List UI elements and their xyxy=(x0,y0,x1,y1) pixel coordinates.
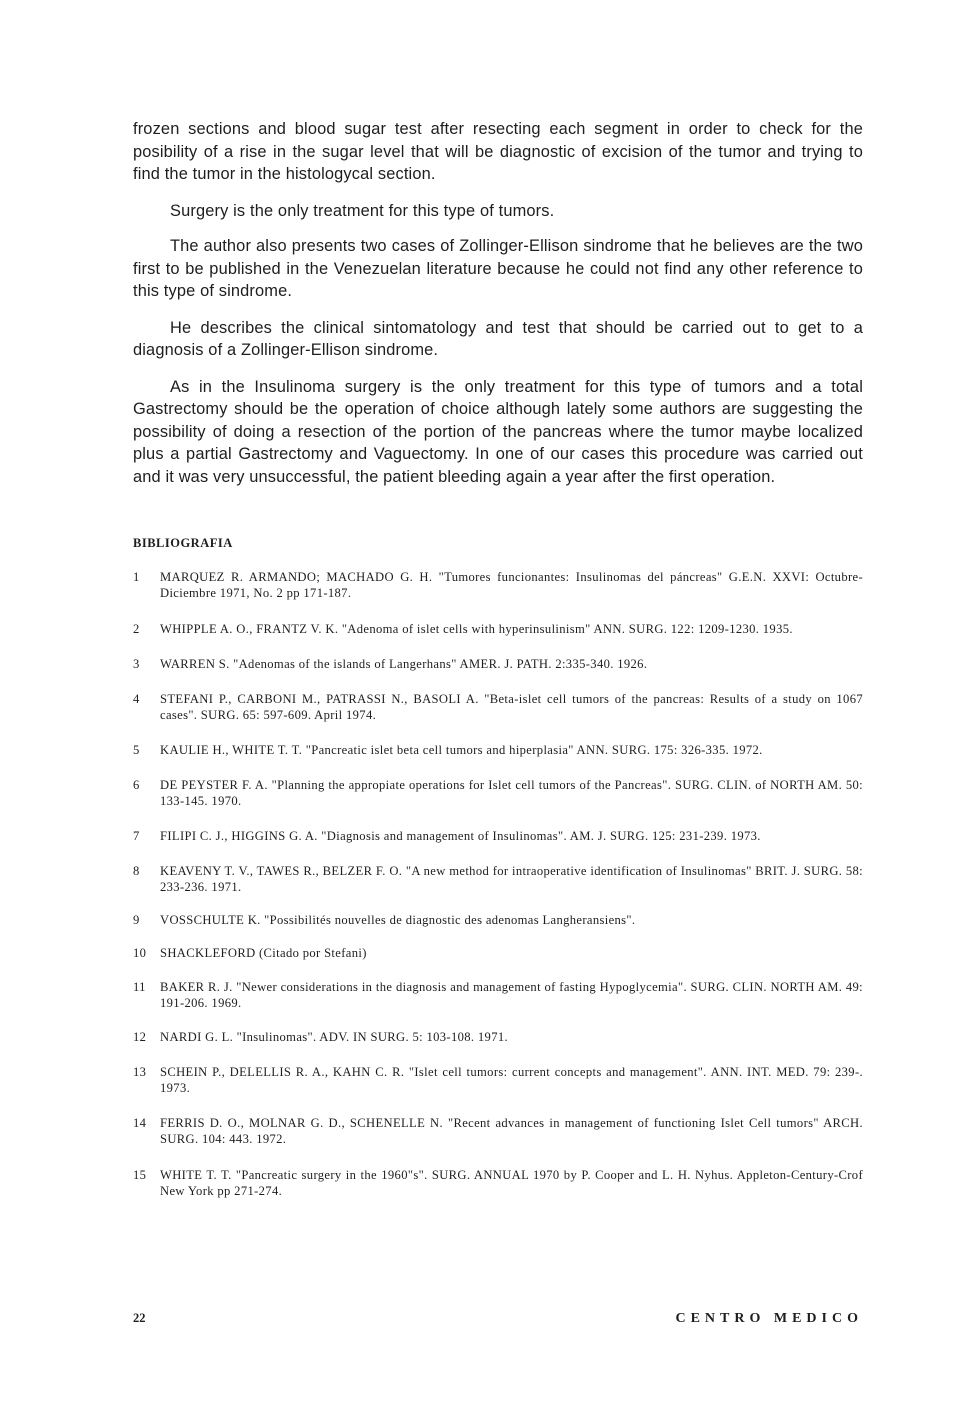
reference-item xyxy=(133,777,863,809)
reference-item xyxy=(133,979,863,1011)
reference-text: NARDI G. L. "Insulinomas". ADV. IN SURG. 5: 103-108. 1971. xyxy=(160,1030,508,1044)
body-paragraph-5: As in the Insulinoma surgery is the only treatment for this type of tumors and a total Gastrectomy should be the operation of choice although lately some authors are suggesting the possibility of doing a resection of the portion of the pancreas where the tumor maybe localized plus a partial Gastrectomy and Vaguectomy. In one of our cases this procedure was carried out and it was very unsuccessful, the patient bleeding again a year after the first operation. xyxy=(133,377,863,486)
reference-number: 3 xyxy=(133,657,140,671)
reference-number: 8 xyxy=(133,864,140,878)
reference-item xyxy=(133,945,863,961)
reference-item xyxy=(133,1167,863,1199)
reference-item xyxy=(133,656,863,672)
reference-list xyxy=(133,569,863,1199)
reference-item xyxy=(133,569,863,601)
reference-item xyxy=(133,691,863,723)
reference-number: 10 xyxy=(133,946,147,960)
reference-text: SHACKLEFORD (Citado por Stefani) xyxy=(160,946,367,960)
reference-text: KEAVENY T. V., TAWES R., BELZER F. O. "A new method for intraoperative identification of Insulinomas" BRIT. J. SURG. 58: 233-236. 1971. xyxy=(160,864,863,894)
reference-number: 7 xyxy=(133,829,140,843)
reference-number: 5 xyxy=(133,743,140,757)
reference-item xyxy=(133,1115,863,1147)
reference-text: WHITE T. T. "Pancreatic surgery in the 1960"s". SURG. ANNUAL 1970 by P. Cooper and L. H. Nyhus. Appleton-Century-Crof New York pp 271-274. xyxy=(160,1168,863,1198)
page-number: 22 xyxy=(133,1311,146,1325)
reference-number: 2 xyxy=(133,622,140,636)
reference-text: BAKER R. J. "Newer considerations in the diagnosis and management of fasting Hypoglycemia". SURG. CLIN. NORTH AM. 49: 191-206. 1969. xyxy=(160,980,863,1010)
reference-text: DE PEYSTER F. A. "Planning the appropiate operations for Islet cell tumors of the Pancreas". SURG. CLIN. of NORTH AM. 50: 133-145. 1970. xyxy=(160,778,863,808)
reference-text: WARREN S. "Adenomas of the islands of Langerhans" AMER. J. PATH. 2:335-340. 1926. xyxy=(160,657,648,671)
reference-item xyxy=(133,863,863,895)
journal-name: CENTRO MEDICO xyxy=(675,1311,863,1326)
reference-item xyxy=(133,621,863,637)
bibliography-heading: BIBLIOGRAFIA xyxy=(133,536,233,550)
reference-text: VOSSCHULTE K. "Possibilités nouvelles de diagnostic des adenomas Langheransiens". xyxy=(160,913,636,927)
reference-item xyxy=(133,1064,863,1096)
reference-text: FILIPI C. J., HIGGINS G. A. "Diagnosis and management of Insulinomas". AM. J. SURG. 125: 231-239. 1973. xyxy=(160,829,761,843)
reference-text: SCHEIN P., DELELLIS R. A., KAHN C. R. "Islet cell tumors: current concepts and management". ANN. INT. MED. 79: 239-. 1973. xyxy=(160,1065,863,1095)
page-content xyxy=(133,118,863,1199)
reference-number: 4 xyxy=(133,692,140,706)
body-paragraph-1: frozen sections and blood sugar test after resecting each segment in order to check for the posibility of a rise in the sugar level that will be diagnostic of excision of the tumor and trying to find the tumor in the histologycal section. xyxy=(133,120,863,183)
body-paragraph-3: The author also presents two cases of Zollinger-Ellison sindrome that he believes are the two first to be published in the Venezuelan literature because he could not find any other reference to this type of sindrome. xyxy=(133,237,863,300)
reference-number: 13 xyxy=(133,1065,147,1079)
page-footer xyxy=(133,1311,863,1327)
reference-item xyxy=(133,742,863,758)
reference-text: WHIPPLE A. O., FRANTZ V. K. "Adenoma of islet cells with hyperinsulinism" ANN. SURG. 122: 1209-1230. 1935. xyxy=(160,622,793,636)
reference-number: 14 xyxy=(133,1116,147,1130)
reference-number: 15 xyxy=(133,1168,147,1182)
reference-text: KAULIE H., WHITE T. T. "Pancreatic islet beta cell tumors and hiperplasia" ANN. SURG. 175: 326-335. 1972. xyxy=(160,743,763,757)
reference-number: 6 xyxy=(133,778,140,792)
reference-text: MARQUEZ R. ARMANDO; MACHADO G. H. "Tumores funcionantes: Insulinomas del páncreas" G.E.N. XXVI: Octubre-Diciembre 1971, No. 2 pp 171-187. xyxy=(160,570,863,600)
reference-number: 1 xyxy=(133,570,140,584)
reference-number: 12 xyxy=(133,1030,147,1044)
reference-number: 9 xyxy=(133,913,140,927)
body-paragraph-4: He describes the clinical sintomatology and test that should be carried out to get to a diagnosis of a Zollinger-Ellison sindrome. xyxy=(133,318,863,359)
reference-text: STEFANI P., CARBONI M., PATRASSI N., BASOLI A. "Beta-islet cell tumors of the pancreas: Results of a study on 1067 cases". SURG. 65: 597-609. April 1974. xyxy=(160,692,863,722)
reference-item xyxy=(133,912,863,928)
reference-item xyxy=(133,1029,863,1045)
body-paragraph-2: Surgery is the only treatment for this type of tumors. xyxy=(170,201,555,220)
reference-number: 11 xyxy=(133,980,146,994)
reference-item xyxy=(133,828,863,844)
reference-text: FERRIS D. O., MOLNAR G. D., SCHENELLE N. "Recent advances in management of functioning Islet Cell tumors" ARCH. SURG. 104: 443. 1972. xyxy=(160,1116,863,1146)
